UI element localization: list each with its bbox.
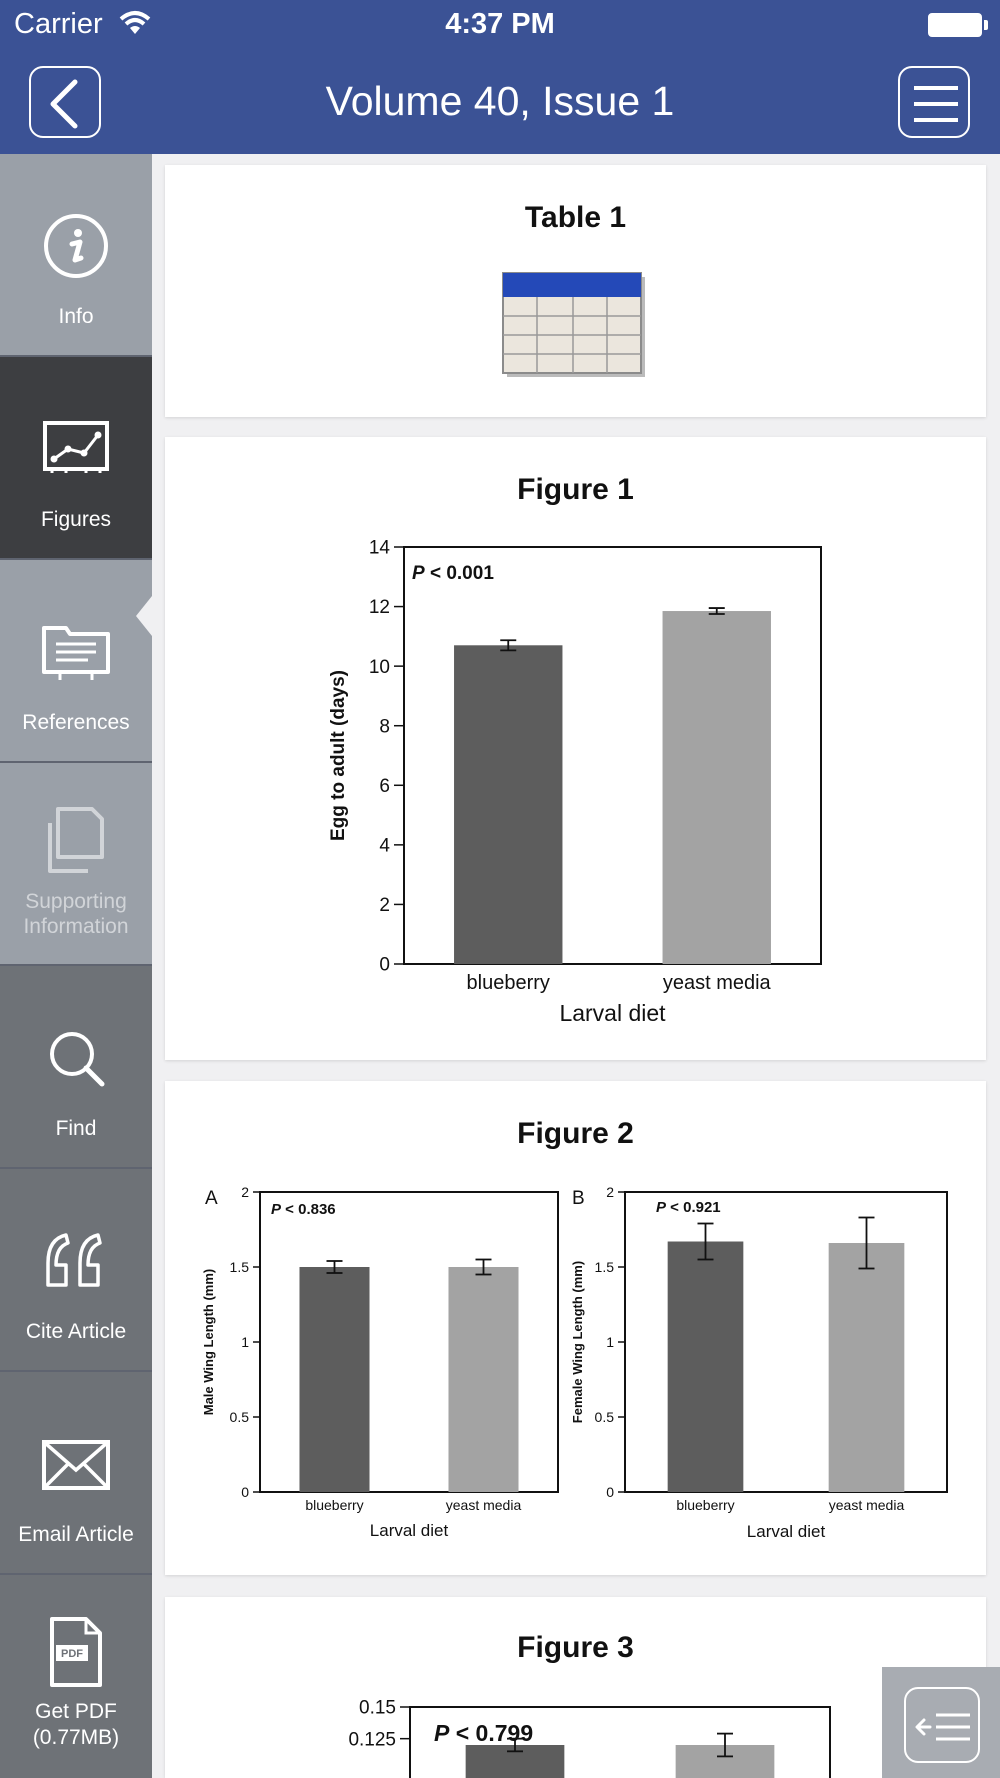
bar [829, 1243, 905, 1492]
y-tick-label: 1 [241, 1333, 249, 1350]
p-value-annotation: P < 0.921 [656, 1199, 721, 1216]
table1-card[interactable] [165, 165, 986, 417]
y-tick-label: 2 [241, 1183, 249, 1200]
menu-button[interactable] [898, 66, 970, 138]
hamburger-icon [900, 68, 972, 140]
figure1-card[interactable] [165, 437, 986, 1060]
mail-icon [36, 1424, 116, 1504]
nav-bar [0, 50, 1000, 154]
card-title: Figure 1 [517, 473, 634, 506]
figure3-chart [165, 1597, 986, 1778]
y-tick-label: 0.125 [348, 1729, 396, 1751]
panel-letter: B [572, 1188, 585, 1209]
bar [299, 1267, 369, 1492]
sidebar-item-label: Email Article [18, 1523, 134, 1546]
pdf-icon [36, 1613, 116, 1693]
sidebar-item-label: Cite Article [25, 1320, 127, 1343]
y-tick-label: 2 [379, 895, 390, 917]
p-value-annotation: P < 0.836 [271, 1201, 336, 1218]
bar [454, 645, 562, 964]
sidebar-item-email-article[interactable] [0, 1372, 152, 1575]
sidebar-item-cite-article[interactable] [0, 1169, 152, 1372]
sidebar-item-find[interactable] [0, 966, 152, 1169]
sidebar-item-info[interactable] [0, 154, 152, 357]
sidebar-item-label: Figures [40, 508, 112, 531]
collapse-list-icon [906, 1689, 982, 1765]
sidebar-item-figures[interactable] [0, 357, 152, 560]
search-icon [36, 1018, 116, 1098]
y-tick-label: 0.5 [594, 1408, 614, 1425]
bar [448, 1267, 518, 1492]
y-tick-label: 1.5 [594, 1258, 614, 1275]
sidebar-item-label: Supporting [25, 890, 127, 913]
y-tick-label: 8 [379, 716, 390, 738]
sidebar-item-label: Info [58, 305, 94, 328]
selection-pointer [136, 596, 152, 636]
toggle-sidebar-frame [904, 1687, 980, 1763]
references-icon [36, 612, 116, 692]
battery-icon [928, 13, 982, 37]
figure1-chart [165, 437, 986, 1060]
x-axis-label: Larval diet [559, 1000, 666, 1026]
x-axis-label: Larval diet [369, 1521, 449, 1540]
y-axis-label: Female Wing Length (mm) [570, 1260, 585, 1424]
battery-tip [984, 20, 988, 30]
toggle-sidebar-button[interactable] [882, 1667, 1000, 1778]
x-tick-label: yeast media [828, 1497, 905, 1513]
y-tick-label: 0 [379, 954, 390, 976]
clock: 4:37 PM [445, 8, 555, 40]
page-title: Volume 40, Issue 1 [325, 78, 675, 124]
y-tick-label: 0 [606, 1483, 614, 1500]
y-tick-label: 4 [379, 835, 390, 857]
y-tick-label: 0 [241, 1483, 249, 1500]
x-tick-label: blueberry [466, 972, 550, 994]
x-axis-label: Larval diet [746, 1522, 826, 1541]
quote-icon [36, 1221, 116, 1301]
x-tick-label: yeast media [445, 1497, 522, 1513]
bar [668, 1242, 744, 1493]
y-tick-label: 6 [379, 775, 390, 797]
y-tick-label: 12 [368, 597, 390, 619]
figure2-chart [165, 1081, 986, 1575]
sidebar [0, 154, 152, 1778]
y-tick-label: 10 [368, 656, 390, 678]
y-tick-label: 1.5 [229, 1258, 249, 1275]
sidebar-item-references[interactable] [0, 560, 152, 763]
figure2-card[interactable] [165, 1081, 986, 1575]
sidebar-item-label: Get PDF [35, 1700, 117, 1723]
card-title: Figure 2 [517, 1117, 634, 1150]
y-tick-label: 14 [368, 537, 390, 559]
y-tick-label: 0.5 [229, 1408, 249, 1425]
p-value-annotation: P < 0.799 [434, 1720, 534, 1746]
x-tick-label: blueberry [305, 1497, 364, 1513]
sidebar-item-label: References [22, 711, 130, 734]
svg-text:PDF: PDF [61, 1648, 83, 1660]
card-title: Table 1 [524, 201, 627, 234]
bar [663, 611, 771, 964]
sidebar-item-label-line2: Information [23, 915, 129, 938]
y-tick-label: 0.15 [359, 1697, 396, 1719]
carrier-label: Carrier [14, 8, 103, 40]
y-tick-label: 1 [606, 1333, 614, 1350]
table-icon [501, 271, 651, 379]
y-axis-label: Male Wing Length (mm) [201, 1268, 216, 1416]
figures-icon [36, 409, 116, 489]
card-title: Figure 3 [517, 1631, 634, 1664]
supporting-info-icon [36, 801, 116, 881]
info-icon [36, 206, 116, 286]
y-tick-label: 2 [606, 1183, 614, 1200]
x-tick-label: yeast media [662, 972, 771, 994]
status-bar [0, 0, 1000, 50]
sidebar-item-label: Find [55, 1117, 97, 1140]
panel-letter: A [205, 1188, 218, 1209]
sidebar-item-label-line2: (0.77MB) [32, 1726, 120, 1749]
sidebar-item-supporting-information[interactable] [0, 763, 152, 966]
y-axis-label: Egg to adult (days) [328, 670, 349, 841]
figure3-card[interactable] [165, 1597, 986, 1778]
sidebar-item-get-pdf[interactable] [0, 1575, 152, 1778]
p-value-annotation: P < 0.001 [412, 563, 494, 584]
x-tick-label: blueberry [676, 1497, 735, 1513]
